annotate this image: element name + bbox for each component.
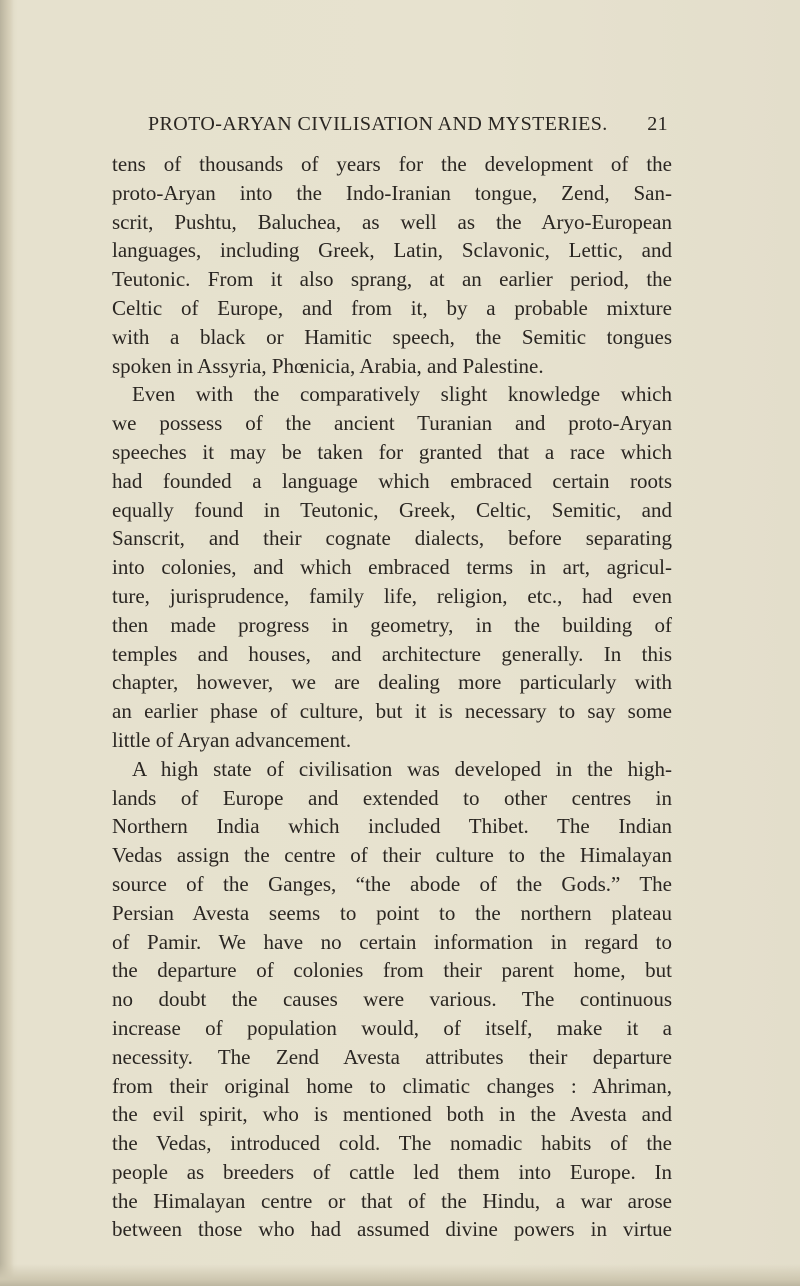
text-line: necessity. The Zend Avesta attributes their departure bbox=[112, 1044, 672, 1069]
text-line: tens of thousands of years for the development of the bbox=[112, 152, 672, 176]
text-line: had founded a language which embraced certain roots bbox=[112, 468, 672, 493]
text-line: lands of Europe and extended to other centres in bbox=[112, 785, 672, 810]
text-line: Celtic of Europe, and from it, by a probable mixture bbox=[112, 295, 672, 320]
text-line: from their original home to climatic changes : Ahriman, bbox=[112, 1073, 672, 1098]
text-line: ture, jurisprudence, family life, religion, etc., had even bbox=[112, 583, 672, 608]
text-line: little of Aryan advancement. bbox=[112, 727, 352, 752]
page-bottom-edge bbox=[0, 1264, 800, 1286]
text-line: we possess of the ancient Turanian and proto-Aryan bbox=[112, 411, 672, 436]
text-line: temples and houses, and architecture generally. In this bbox=[112, 641, 672, 666]
text-line: people as breeders of cattle led them into Europe. In bbox=[112, 1159, 672, 1184]
text-line: increase of population would, of itself, make it a bbox=[112, 1015, 672, 1040]
text-line: between those who had assumed divine powers in virtue bbox=[112, 1217, 672, 1242]
text-line: scrit, Pushtu, Baluchea, as well as the Aryo-European bbox=[112, 209, 672, 234]
text-line: Sanscrit, and their cognate dialects, before separating bbox=[112, 526, 672, 551]
running-head bbox=[148, 113, 668, 143]
running-head-title: PROTO-ARYAN CIVILISATION AND MYSTERIES. bbox=[148, 113, 608, 135]
text-line: Persian Avesta seems to point to the northern plateau bbox=[112, 900, 672, 925]
paragraph-first-line: Even with the comparatively slight knowledge which bbox=[132, 382, 672, 407]
text-line: spoken in Assyria, Phœnicia, Arabia, and Palestine. bbox=[112, 353, 544, 378]
text-line: then made progress in geometry, in the building of bbox=[112, 612, 672, 637]
text-line: with a black or Hamitic speech, the Semitic tongues bbox=[112, 324, 672, 349]
page-spine-shadow bbox=[0, 0, 14, 1286]
text-line: the departure of colonies from their parent home, but bbox=[112, 958, 672, 983]
text-line: chapter, however, we are dealing more particularly with bbox=[112, 670, 672, 695]
text-line: no doubt the causes were various. The continuous bbox=[112, 987, 672, 1012]
text-line: languages, including Greek, Latin, Sclavonic, Lettic, and bbox=[112, 238, 672, 263]
text-line: Vedas assign the centre of their culture to the Himalayan bbox=[112, 843, 672, 868]
text-line: into colonies, and which embraced terms in art, agricul- bbox=[112, 555, 672, 580]
body-text bbox=[112, 150, 672, 1244]
text-line: the Vedas, introduced cold. The nomadic habits of the bbox=[112, 1131, 672, 1156]
page-number: 21 bbox=[647, 113, 668, 135]
text-line: Teutonic. From it also sprang, at an earlier period, the bbox=[112, 267, 672, 292]
text-line: equally found in Teutonic, Greek, Celtic, Semitic, and bbox=[112, 497, 672, 522]
text-line: proto-Aryan into the Indo-Iranian tongue, Zend, San- bbox=[112, 180, 672, 205]
paragraph-first-line: A high state of civilisation was developed in the high- bbox=[132, 756, 672, 781]
text-line: the Himalayan centre or that of the Hindu, a war arose bbox=[112, 1188, 672, 1213]
text-line: speeches it may be taken for granted that a race which bbox=[112, 439, 672, 464]
text-line: Northern India which included Thibet. The Indian bbox=[112, 814, 672, 839]
text-line: an earlier phase of culture, but it is necessary to say some bbox=[112, 699, 672, 724]
text-line: of Pamir. We have no certain information in regard to bbox=[112, 929, 672, 954]
text-line: the evil spirit, who is mentioned both in the Avesta and bbox=[112, 1102, 672, 1127]
text-line: source of the Ganges, “the abode of the Gods.” The bbox=[112, 871, 672, 896]
